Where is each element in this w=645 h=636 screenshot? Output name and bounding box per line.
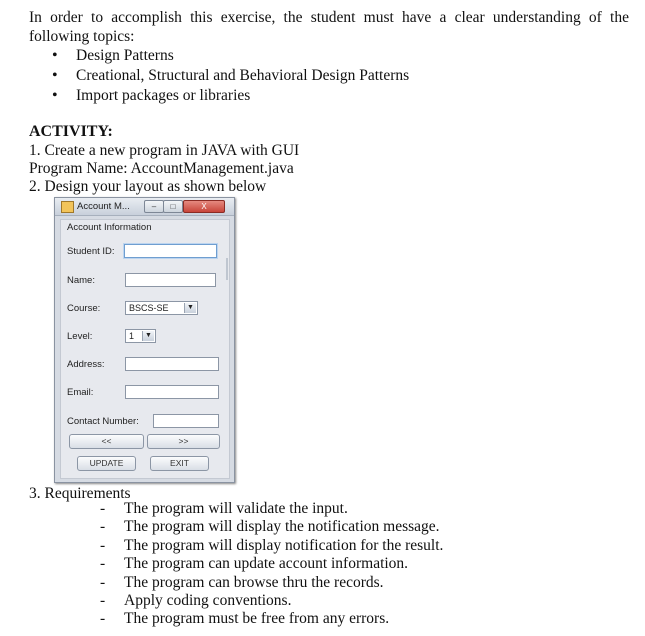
- account-panel: [60, 219, 230, 479]
- contact-number-label: Contact Number:: [67, 416, 139, 427]
- requirement-item: - The program will display notification for the result.: [100, 537, 443, 555]
- contact-number-input[interactable]: [153, 414, 219, 428]
- topic-item: • Import packages or libraries: [52, 86, 409, 106]
- chevron-down-icon: ▼: [142, 331, 154, 341]
- requirement-item: - The program will validate the input.: [100, 500, 443, 518]
- requirement-item: - The program can update account information.: [100, 555, 443, 573]
- level-label: Level:: [67, 331, 93, 342]
- maximize-icon: □: [170, 202, 176, 211]
- window-titlebar[interactable]: [55, 198, 234, 216]
- program-name: Program Name: AccountManagement.java: [29, 160, 294, 177]
- next-record-button[interactable]: >>: [147, 434, 220, 449]
- minimize-icon: –: [151, 202, 157, 211]
- activity-step-2: 2. Design your layout as shown below: [29, 178, 267, 195]
- requirements-list: [100, 500, 443, 629]
- address-label: Address:: [67, 359, 105, 370]
- activity-step-1: 1. Create a new program in JAVA with GUI: [29, 142, 300, 159]
- topic-item: • Design Patterns: [52, 46, 409, 66]
- activity-heading: ACTIVITY:: [29, 123, 113, 140]
- email-label: Email:: [67, 387, 94, 398]
- address-input[interactable]: [125, 357, 219, 371]
- window-title: Account M...: [77, 201, 130, 212]
- course-label: Course:: [67, 303, 101, 314]
- level-value: 1: [129, 331, 135, 341]
- previous-record-button[interactable]: <<: [69, 434, 144, 449]
- panel-title: Account Information: [67, 222, 152, 233]
- close-button[interactable]: [183, 200, 225, 213]
- requirement-item: - Apply coding conventions.: [100, 592, 443, 610]
- course-select[interactable]: [125, 301, 198, 315]
- name-label: Name:: [67, 275, 95, 286]
- topics-list: [52, 46, 409, 106]
- course-value: BSCS-SE: [129, 303, 169, 313]
- update-button[interactable]: UPDATE: [77, 456, 136, 471]
- name-input[interactable]: [125, 273, 216, 287]
- chevron-down-icon: ▼: [184, 303, 196, 313]
- email-input[interactable]: [125, 385, 219, 399]
- java-app-icon: [61, 201, 74, 213]
- exit-button[interactable]: EXIT: [150, 456, 209, 471]
- topic-item: • Creational, Structural and Behavioral Design Patterns: [52, 66, 409, 86]
- requirement-item: - The program will display the notification message.: [100, 518, 443, 536]
- level-select[interactable]: [125, 329, 156, 343]
- intro-paragraph: In order to accomplish this exercise, the student must have a clear understanding of the following topics:: [29, 9, 629, 45]
- requirements-heading: 3. Requirements: [29, 485, 131, 502]
- panel-edge: [226, 258, 228, 280]
- student-id-input[interactable]: [124, 244, 217, 258]
- student-id-label: Student ID:: [67, 246, 115, 257]
- maximize-button[interactable]: [163, 200, 183, 213]
- minimize-button[interactable]: [144, 200, 164, 213]
- requirement-item: - The program must be free from any errors.: [100, 610, 443, 628]
- requirement-item: - The program can browse thru the records.: [100, 574, 443, 592]
- account-window: [54, 197, 235, 483]
- close-icon: X: [201, 202, 207, 211]
